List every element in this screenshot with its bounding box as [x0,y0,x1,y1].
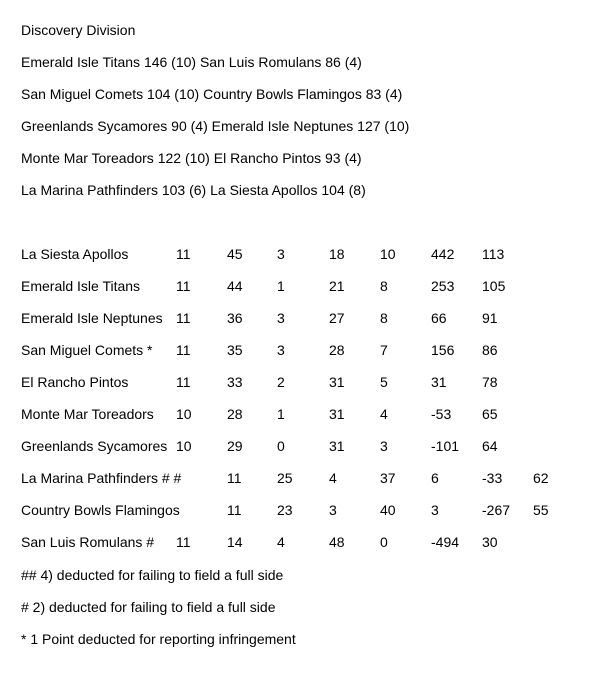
standings-value: 156 [431,342,455,358]
standings-value: 7 [380,342,388,358]
standings-value: 31 [329,438,345,454]
team-name: Greenlands Sycamores [21,438,168,454]
note-line: * 1 Point deducted for reporting infringement [21,631,296,647]
standings-value: -33 [482,470,503,486]
standings-value: 3 [277,310,285,326]
standings-value: 36 [227,310,243,326]
standings-value: 35 [227,342,243,358]
standings-value: 8 [380,278,388,294]
standings-value: 31 [329,406,345,422]
standings-value: 1 [277,278,285,294]
standings-value: 11 [176,246,191,262]
standings-value: 64 [482,438,498,454]
result-line: Emerald Isle Titans 146 (10) San Luis Romulans 86 (4) [21,54,362,70]
team-name: La Siesta Apollos [21,246,129,262]
standings-value: 30 [482,534,498,550]
team-name: El Rancho Pintos [21,374,129,390]
standings-value: 28 [329,342,345,358]
standings-value: 3 [277,342,285,358]
standings-value: 14 [227,534,243,550]
standings-value: 37 [380,470,396,486]
standings-value: 21 [329,278,345,294]
standings-value: -53 [431,406,452,422]
standings-value: 3 [431,502,439,518]
standings-value: 11 [176,342,191,358]
standings-value: 3 [380,438,388,454]
standings-value: -267 [482,502,511,518]
standings-value: 2 [277,374,285,390]
standings-value: 113 [482,246,505,262]
standings-value: 11 [176,278,191,294]
standings-value: 31 [329,374,345,390]
standings-value: 55 [533,502,549,518]
standings-value: 23 [277,502,293,518]
team-name: San Miguel Comets * [21,342,153,358]
standings-value: 6 [431,470,439,486]
team-name: Emerald Isle Neptunes [21,310,163,326]
standings-value: 62 [533,470,549,486]
standings-value: 28 [227,406,243,422]
result-line: Greenlands Sycamores 90 (4) Emerald Isle Neptunes 127 (10) [21,118,410,134]
standings-value: 5 [380,374,388,390]
standings-value: 4 [329,470,337,486]
standings-value: -101 [431,438,460,454]
standings-value: 40 [380,502,396,518]
standings-value: 25 [277,470,293,486]
standings-value: 44 [227,278,243,294]
result-line: Monte Mar Toreadors 122 (10) El Rancho Pintos 93 (4) [21,150,362,166]
standings-value: 1 [277,406,285,422]
standings-value: 105 [482,278,506,294]
standings-value: 65 [482,406,498,422]
standings-value: 78 [482,374,498,390]
standings-value: 11 [176,310,191,326]
standings-value: 10 [176,406,192,422]
standings-value: 10 [176,438,192,454]
standings-value: 4 [277,534,285,550]
team-name: La Marina Pathfinders # # [21,470,182,486]
standings-value: 253 [431,278,455,294]
standings-value: 27 [329,310,345,326]
standings-value: 3 [329,502,337,518]
standings-value: 33 [227,374,243,390]
team-name: San Luis Romulans # [21,534,155,550]
team-name: Monte Mar Toreadors [21,406,154,422]
standings-value: 3 [277,246,285,262]
standings-value: 91 [482,310,498,326]
standings-value: 18 [329,246,345,262]
standings-value: 4 [380,406,388,422]
standings-value: 29 [227,438,243,454]
standings-value: 11 [176,534,191,550]
note-line: ## 4) deducted for failing to field a full side [21,567,284,583]
standings-value: 66 [431,310,447,326]
note-line: # 2) deducted for failing to field a full side [21,599,276,615]
standings-value: 442 [431,246,455,262]
standings-value: 31 [431,374,447,390]
standings-value: 0 [380,534,388,550]
standings-value: 8 [380,310,388,326]
team-name: Emerald Isle Titans [21,278,141,294]
standings-value: 11 [227,470,242,486]
division-title: Discovery Division [21,22,136,38]
standings-value: 11 [227,502,242,518]
result-line: San Miguel Comets 104 (10) Country Bowls Flamingos 83 (4) [21,86,403,102]
standings-value: -494 [431,534,460,550]
standings-value: 0 [277,438,285,454]
standings-value: 48 [329,534,345,550]
result-line: La Marina Pathfinders 103 (6) La Siesta Apollos 104 (8) [21,182,366,198]
standings-value: 10 [380,246,396,262]
team-name: Country Bowls Flamingos [21,502,180,518]
standings-value: 86 [482,342,498,358]
standings-value: 45 [227,246,243,262]
standings-value: 11 [176,374,191,390]
